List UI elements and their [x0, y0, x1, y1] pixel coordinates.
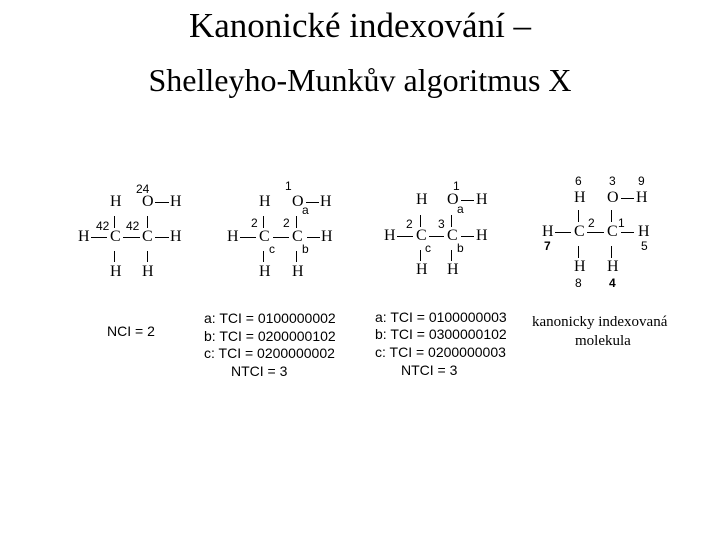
bond-c1-c2: [273, 237, 289, 238]
atom-o: O: [607, 189, 619, 206]
atom-h-bottom-1: H: [416, 261, 428, 278]
atom-h-bottom-2: H: [607, 258, 619, 275]
letter-a: a: [457, 202, 464, 216]
index-label-c1: 2: [251, 216, 258, 230]
bond-c1-h-top: [114, 216, 115, 228]
bond-c2-h: [307, 237, 320, 238]
bond-c1-c2: [123, 237, 140, 238]
atom-h-oxygen: H: [170, 193, 182, 210]
bond-o-h: [155, 202, 169, 203]
bond-h-c1: [555, 232, 571, 233]
atom-h-oxygen: H: [476, 191, 488, 208]
atom-h-bottom-2: H: [447, 261, 459, 278]
bond-c1-c2: [587, 232, 604, 233]
atom-h-top: H: [110, 193, 122, 210]
bond-c2-h: [621, 232, 634, 233]
atom-h-top: H: [259, 193, 271, 210]
bond-c1-h-bottom: [420, 250, 421, 261]
bond-c2-o: [611, 210, 612, 222]
bond-c2-o: [451, 215, 452, 227]
bond-c2-o: [296, 216, 297, 228]
atom-h-top: H: [574, 189, 586, 206]
bond-h-c1: [91, 237, 107, 238]
atom-o: O: [447, 191, 459, 208]
letter-c: c: [269, 242, 275, 256]
bond-o-h: [306, 202, 319, 203]
letter-b: b: [302, 242, 309, 256]
atom-h-top: H: [416, 191, 428, 208]
bond-c1-h-bottom: [114, 251, 115, 262]
index-label-c1: 2: [406, 217, 413, 231]
bond-c2-h-bottom: [147, 251, 148, 262]
bond-c1-h-top: [263, 216, 264, 228]
atom-h-right: H: [638, 223, 650, 240]
ntci-value: NTCI = 3: [231, 363, 288, 379]
index-label-h-bottom-1: 8: [575, 276, 582, 290]
tci-b: b: TCI = 0300000102: [375, 326, 507, 342]
bond-c2-h: [461, 236, 474, 237]
bond-o-h: [621, 198, 634, 199]
bond-c1-c2: [429, 236, 444, 237]
atom-c2: C: [292, 228, 303, 245]
atom-c1: C: [259, 228, 270, 245]
atom-h-left: H: [542, 223, 554, 240]
atom-c1: C: [416, 227, 427, 244]
bond-o-h: [461, 200, 474, 201]
atom-h-left: H: [78, 228, 90, 245]
molecule-panel-tci-refined: [370, 165, 512, 385]
tci-c: c: TCI = 0200000002: [204, 345, 335, 361]
atom-c1: C: [110, 228, 121, 245]
molecule-panel-nci: [70, 165, 192, 393]
title-line-2: Shelleyho-Munkův algoritmus X: [148, 62, 572, 98]
index-label-o: 3: [609, 174, 616, 188]
caption-line-1: kanonicky indexovaná: [532, 314, 668, 330]
bond-h-c1: [240, 237, 256, 238]
bond-c2-o: [147, 216, 148, 228]
atom-c2: C: [447, 227, 458, 244]
tci-b: b: TCI = 0200000102: [204, 328, 336, 344]
atom-h-bottom-2: H: [292, 263, 304, 280]
index-label-h-right: 5: [641, 239, 648, 253]
bond-c1-h-top: [578, 210, 579, 222]
bond-c1-h-bottom: [578, 246, 579, 258]
bond-h-c1: [397, 236, 413, 237]
caption-line-2: molekula: [575, 333, 631, 349]
ntci-value: NTCI = 3: [401, 362, 458, 378]
index-label-h-oxygen: 9: [638, 174, 645, 188]
index-label-h-left: 7: [544, 239, 551, 253]
tci-a: a: TCI = 0100000003: [375, 309, 507, 325]
atom-h-right: H: [170, 228, 182, 245]
index-label-h-bottom-2: 4: [609, 276, 616, 290]
atom-c1: C: [574, 223, 585, 240]
index-label-o: 24: [136, 182, 150, 196]
atom-h-bottom-1: H: [259, 263, 271, 280]
index-label-c2: 3: [438, 217, 445, 231]
atom-h-right: H: [321, 228, 333, 245]
molecule-panel-tci: [198, 165, 344, 393]
index-label-h-top: 6: [575, 174, 582, 188]
letter-a: a: [302, 203, 309, 217]
bond-c2-h-bottom: [451, 250, 452, 261]
atom-h-left: H: [384, 227, 396, 244]
bond-c1-h-top: [420, 215, 421, 227]
index-label-o: 1: [453, 179, 460, 193]
letter-c: c: [425, 241, 431, 255]
atom-o: O: [292, 193, 304, 210]
atom-h-oxygen: H: [636, 189, 648, 206]
index-label-o: 1: [285, 179, 292, 193]
atom-h-right: H: [476, 227, 488, 244]
atom-h-oxygen: H: [320, 193, 332, 210]
atom-o: O: [142, 193, 154, 210]
atom-c2: C: [607, 223, 618, 240]
atom-h-bottom-1: H: [110, 263, 122, 280]
title-line-1: Kanonické indexování –: [188, 6, 532, 45]
index-label-c1: 2: [588, 216, 595, 230]
bond-c1-h-bottom: [263, 251, 264, 262]
index-label-c2: 1: [618, 216, 625, 230]
index-label-c1: 42: [96, 219, 110, 233]
letter-b: b: [457, 241, 464, 255]
atom-c2: C: [142, 228, 153, 245]
bond-c2-h-bottom: [611, 246, 612, 258]
bond-c2-h: [155, 237, 169, 238]
nci-value: NCI = 2: [107, 323, 155, 339]
atom-h-bottom-1: H: [574, 258, 586, 275]
atom-h-left: H: [227, 228, 239, 245]
tci-a: a: TCI = 0100000002: [204, 310, 336, 326]
index-label-c2: 42: [126, 219, 140, 233]
tci-c: c: TCI = 0200000003: [375, 344, 506, 360]
index-label-c2: 2: [283, 216, 290, 230]
atom-h-bottom-2: H: [142, 263, 154, 280]
canonical-molecule-panel: [528, 165, 692, 365]
bond-c2-h-bottom: [296, 251, 297, 262]
